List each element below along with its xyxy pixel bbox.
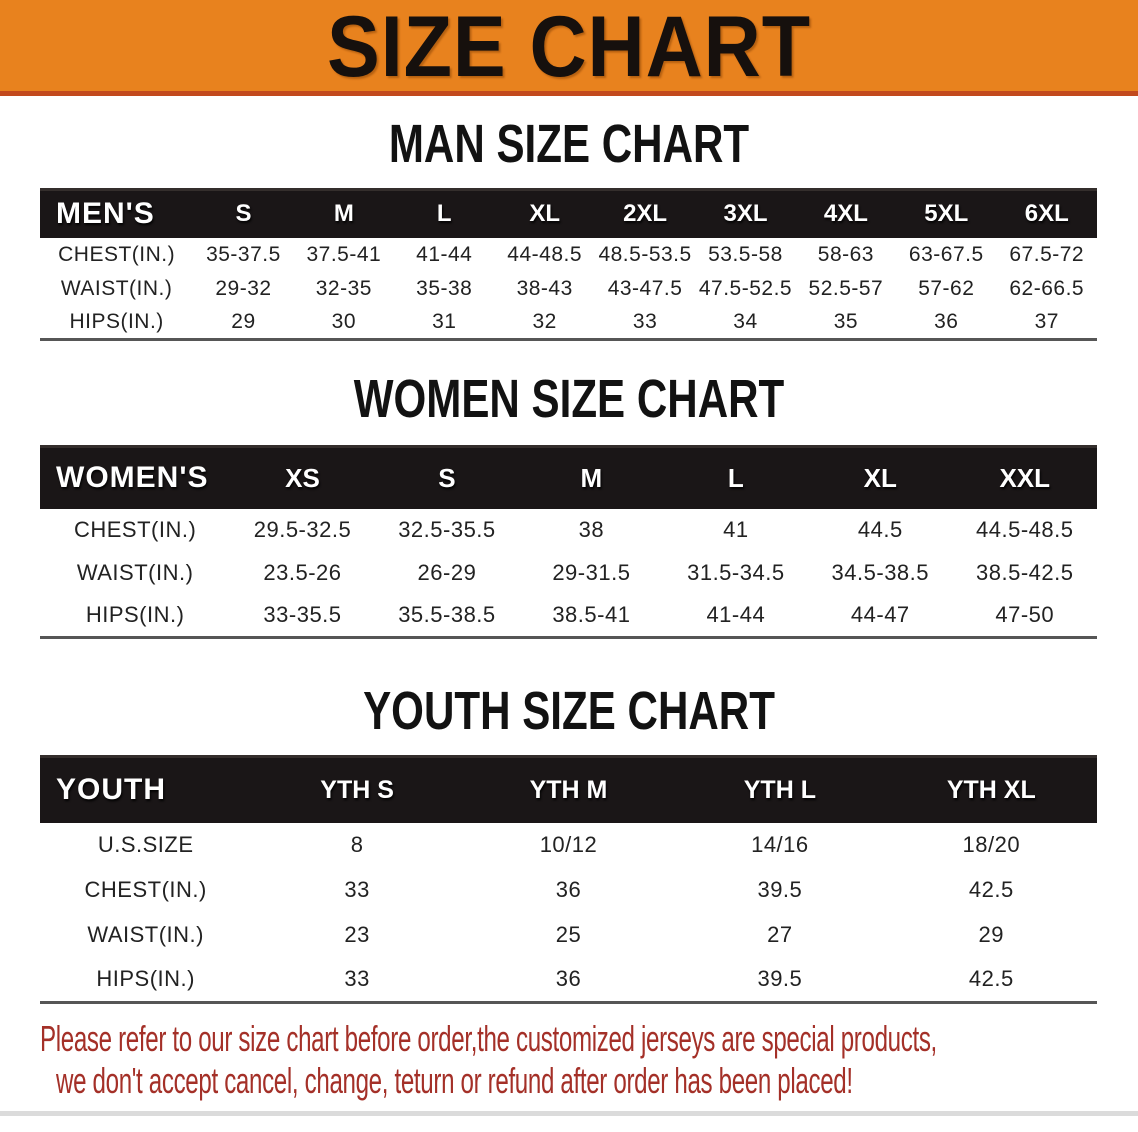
size-value: 35-38 xyxy=(394,272,494,306)
size-column-header: YTH S xyxy=(251,757,462,823)
size-value: 32.5-35.5 xyxy=(375,509,519,552)
size-value: 47-50 xyxy=(953,595,1097,638)
disclaimer xyxy=(0,1018,1138,1102)
size-value: 32 xyxy=(494,306,594,340)
row-label: WAIST(IN.) xyxy=(40,552,230,595)
size-value: 35.5-38.5 xyxy=(375,595,519,638)
size-value: 26-29 xyxy=(375,552,519,595)
youth-size-heading xyxy=(0,639,1138,739)
women-size-heading xyxy=(0,341,1138,427)
size-value: 33 xyxy=(251,868,462,913)
women-size-heading-text: WOMEN SIZE CHART xyxy=(353,369,785,429)
disclaimer-line-1-text: Please refer to our size chart before order,the customized jerseys are special products, xyxy=(40,1018,937,1059)
women-size-section xyxy=(0,341,1138,639)
size-value: 38.5-41 xyxy=(519,595,663,638)
row-label: CHEST(IN.) xyxy=(40,868,251,913)
disclaimer-line-2 xyxy=(56,1060,1138,1102)
table-row xyxy=(40,913,1097,958)
size-grid xyxy=(40,445,1097,639)
size-header-row xyxy=(40,190,1097,238)
size-value: 57-62 xyxy=(896,272,996,306)
size-value: 44.5-48.5 xyxy=(953,509,1097,552)
size-value: 32-35 xyxy=(294,272,394,306)
size-value: 8 xyxy=(251,823,462,868)
size-value: 36 xyxy=(463,868,674,913)
size-value: 62-66.5 xyxy=(997,272,1098,306)
size-column-header: XXL xyxy=(953,447,1097,509)
size-value: 37.5-41 xyxy=(294,238,394,272)
bottom-divider xyxy=(0,1111,1138,1116)
size-value: 47.5-52.5 xyxy=(695,272,795,306)
women-size-table xyxy=(40,445,1097,639)
size-column-header: 2XL xyxy=(595,190,695,238)
size-value: 18/20 xyxy=(886,823,1097,868)
table-row xyxy=(40,868,1097,913)
youth-size-section xyxy=(0,639,1138,1004)
size-value: 14/16 xyxy=(674,823,885,868)
size-value: 58-63 xyxy=(796,238,896,272)
size-column-header: 6XL xyxy=(997,190,1098,238)
size-column-header: YTH XL xyxy=(886,757,1097,823)
size-value: 35 xyxy=(796,306,896,340)
size-value: 52.5-57 xyxy=(796,272,896,306)
size-value: 43-47.5 xyxy=(595,272,695,306)
size-value: 39.5 xyxy=(674,958,885,1003)
page-title: SIZE CHART xyxy=(327,0,811,95)
size-value: 29-31.5 xyxy=(519,552,663,595)
size-column-header: YTH L xyxy=(674,757,885,823)
size-column-header: 5XL xyxy=(896,190,996,238)
size-value: 35-37.5 xyxy=(193,238,293,272)
size-value: 42.5 xyxy=(886,958,1097,1003)
size-column-header: M xyxy=(294,190,394,238)
men-size-table xyxy=(40,188,1097,341)
row-label: CHEST(IN.) xyxy=(40,238,193,272)
banner xyxy=(0,0,1138,96)
size-value: 44.5 xyxy=(808,509,952,552)
size-value: 31.5-34.5 xyxy=(664,552,808,595)
table-row xyxy=(40,272,1097,306)
size-value: 10/12 xyxy=(463,823,674,868)
table-row xyxy=(40,958,1097,1003)
size-value: 23 xyxy=(251,913,462,958)
size-value: 38-43 xyxy=(494,272,594,306)
size-value: 36 xyxy=(896,306,996,340)
size-header-row xyxy=(40,447,1097,509)
row-label: WAIST(IN.) xyxy=(40,913,251,958)
size-value: 33 xyxy=(251,958,462,1003)
size-value: 42.5 xyxy=(886,868,1097,913)
size-value: 38 xyxy=(519,509,663,552)
size-value: 29 xyxy=(886,913,1097,958)
size-value: 23.5-26 xyxy=(230,552,374,595)
size-value: 44-48.5 xyxy=(494,238,594,272)
size-value: 44-47 xyxy=(808,595,952,638)
size-column-header: XL xyxy=(808,447,952,509)
table-row xyxy=(40,552,1097,595)
table-header-label: MEN'S xyxy=(40,190,193,238)
size-value: 29 xyxy=(193,306,293,340)
table-row xyxy=(40,306,1097,340)
size-column-header: XL xyxy=(494,190,594,238)
size-value: 31 xyxy=(394,306,494,340)
table-header-label: WOMEN'S xyxy=(40,447,230,509)
table-row xyxy=(40,823,1097,868)
size-grid xyxy=(40,755,1097,1004)
youth-size-table xyxy=(40,755,1097,1004)
table-row xyxy=(40,595,1097,638)
size-value: 36 xyxy=(463,958,674,1003)
size-value: 25 xyxy=(463,913,674,958)
size-column-header: S xyxy=(193,190,293,238)
row-label: U.S.SIZE xyxy=(40,823,251,868)
size-value: 48.5-53.5 xyxy=(595,238,695,272)
size-column-header: XS xyxy=(230,447,374,509)
table-row xyxy=(40,509,1097,552)
size-value: 30 xyxy=(294,306,394,340)
man-size-section xyxy=(0,96,1138,341)
row-label: WAIST(IN.) xyxy=(40,272,193,306)
size-value: 34 xyxy=(695,306,795,340)
size-value: 37 xyxy=(997,306,1098,340)
size-value: 27 xyxy=(674,913,885,958)
size-value: 41-44 xyxy=(664,595,808,638)
size-column-header: YTH M xyxy=(463,757,674,823)
size-value: 53.5-58 xyxy=(695,238,795,272)
row-label: CHEST(IN.) xyxy=(40,509,230,552)
size-column-header: L xyxy=(394,190,494,238)
size-value: 38.5-42.5 xyxy=(953,552,1097,595)
table-header-label: YOUTH xyxy=(40,757,251,823)
size-value: 33 xyxy=(595,306,695,340)
size-column-header: S xyxy=(375,447,519,509)
disclaimer-line-2-text: we don't accept cancel, change, teturn or refund after order has been placed! xyxy=(56,1060,853,1101)
man-size-heading xyxy=(0,96,1138,172)
size-value: 34.5-38.5 xyxy=(808,552,952,595)
size-value: 41-44 xyxy=(394,238,494,272)
youth-size-heading-text: YOUTH SIZE CHART xyxy=(363,681,775,741)
size-column-header: L xyxy=(664,447,808,509)
size-grid xyxy=(40,188,1097,341)
size-value: 33-35.5 xyxy=(230,595,374,638)
size-column-header: 4XL xyxy=(796,190,896,238)
man-size-heading-text: MAN SIZE CHART xyxy=(388,114,750,174)
row-label: HIPS(IN.) xyxy=(40,306,193,340)
size-column-header: M xyxy=(519,447,663,509)
size-column-header: 3XL xyxy=(695,190,795,238)
row-label: HIPS(IN.) xyxy=(40,958,251,1003)
disclaimer-line-1 xyxy=(40,1018,1138,1060)
size-value: 63-67.5 xyxy=(896,238,996,272)
size-value: 39.5 xyxy=(674,868,885,913)
size-value: 67.5-72 xyxy=(997,238,1098,272)
size-value: 29.5-32.5 xyxy=(230,509,374,552)
size-value: 29-32 xyxy=(193,272,293,306)
size-value: 41 xyxy=(664,509,808,552)
size-header-row xyxy=(40,757,1097,823)
table-row xyxy=(40,238,1097,272)
row-label: HIPS(IN.) xyxy=(40,595,230,638)
